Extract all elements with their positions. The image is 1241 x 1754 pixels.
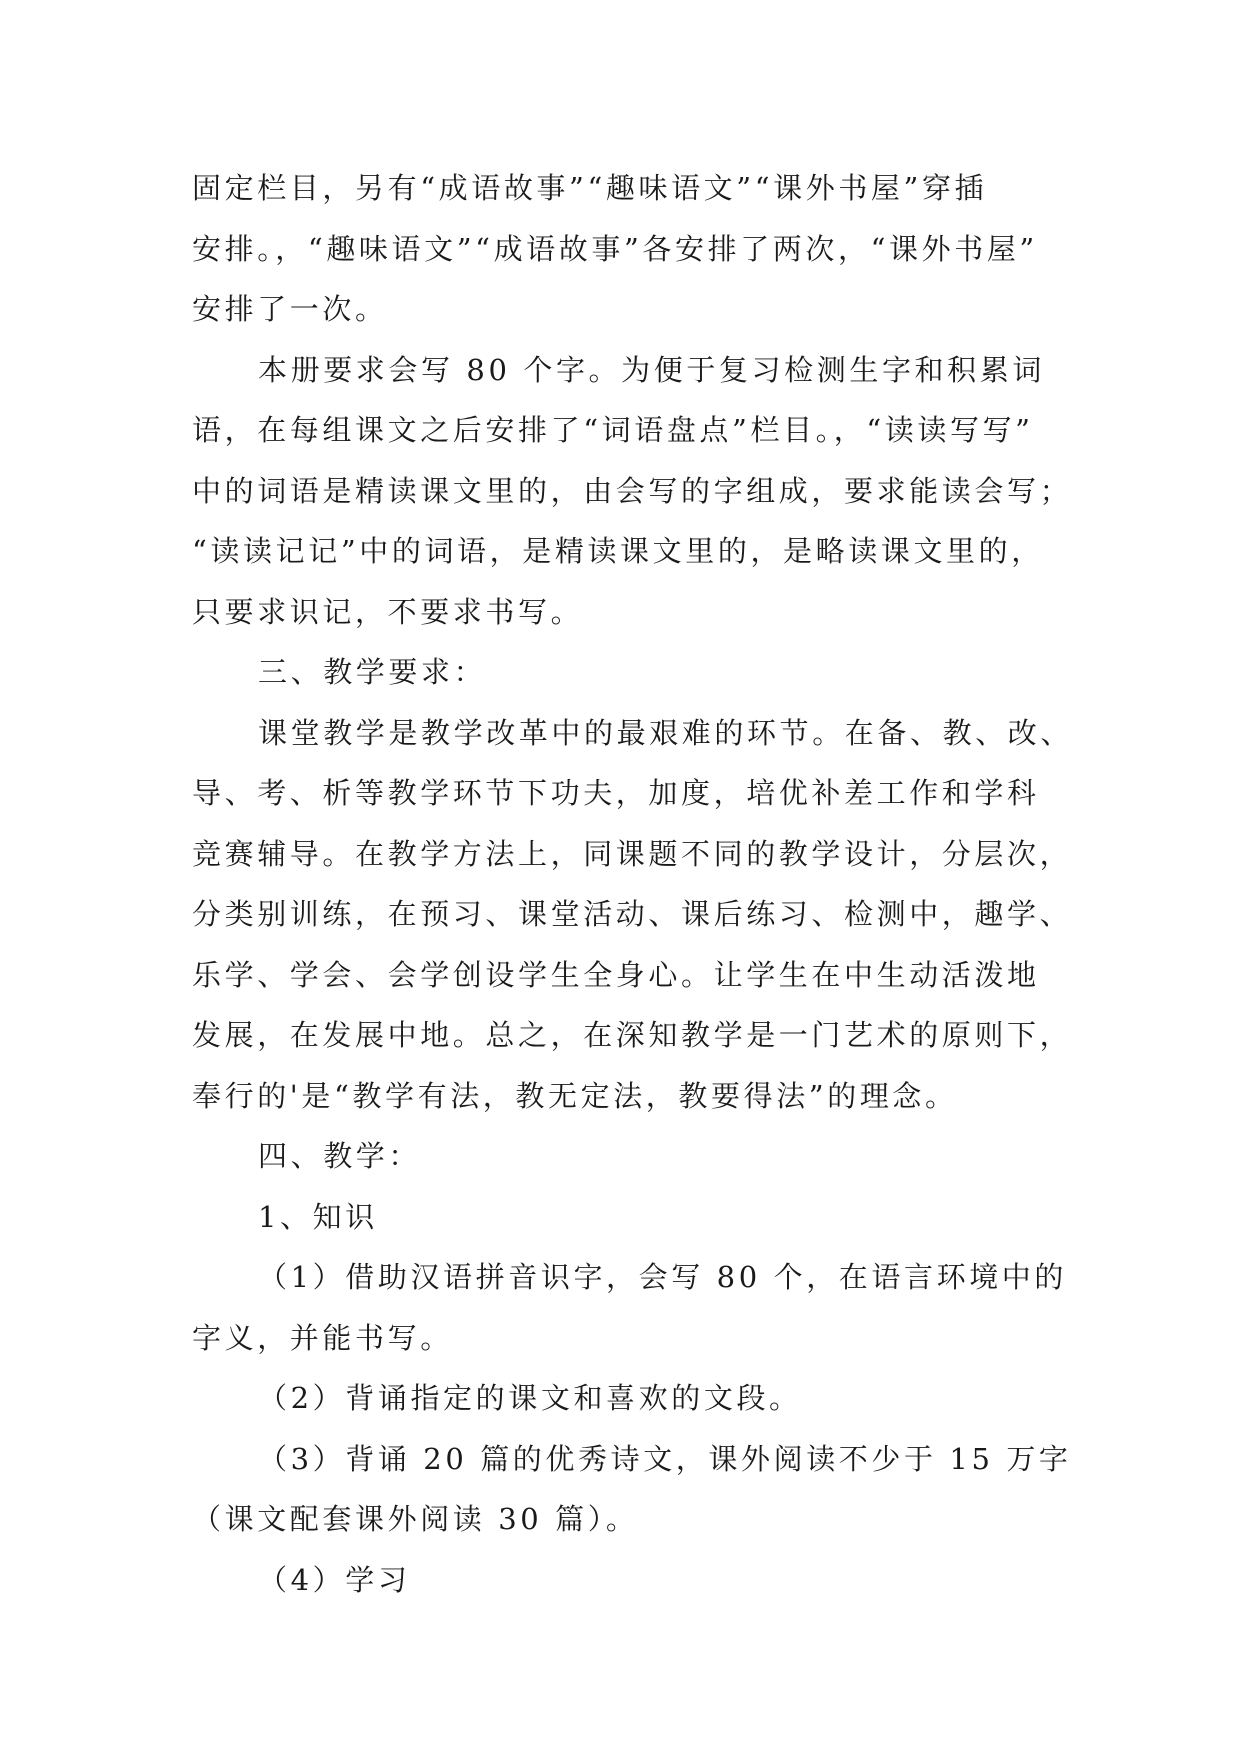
list-item: （2）背诵指定的课文和喜欢的文段。: [258, 1381, 802, 1415]
subsection-heading: 1、知识: [258, 1199, 378, 1234]
text-line: 乐学、学会、会学创设学生全身心。让学生在中生动活泼地: [192, 957, 1040, 992]
text-line: （课文配套课外阅读 30 篇）。: [192, 1502, 639, 1536]
text-line: 安排。，“趣味语文”“成语故事”各安排了两次，“课外书屋”: [192, 231, 1038, 266]
section-heading: 三、教学要求：: [258, 655, 487, 689]
list-item: （3）背诵 20 篇的优秀诗文，课外阅读不少于 15 万字: [258, 1441, 1072, 1476]
text-line: 安排了一次。: [192, 292, 388, 326]
list-item: （1）借助汉语拼音识字，会写 80 个，在语言环境中的: [258, 1260, 1067, 1294]
list-item: （4）学习: [258, 1562, 411, 1597]
text-line: 分类别训练，在预习、课堂活动、课后练习、检测中，趣学、: [192, 897, 1073, 931]
text-line: 字义，并能书写。: [192, 1320, 453, 1355]
text-line: 本册要求会写 80 个字。为便于复习检测生字和积累词: [258, 352, 1045, 387]
text-line: 奉行的'是“教学有法，教无定法，教要得法”的理念。: [192, 1078, 958, 1113]
text-line: 只要求识记，不要求书写。: [192, 594, 584, 629]
text-line: “读读记记”中的词语，是精读课文里的，是略读课文里的，: [192, 534, 1044, 568]
text-line: 中的词语是精读课文里的，由会写的字组成，要求能读会写；: [192, 473, 1073, 508]
text-line: 导、考、析等教学环节下功夫，加度，培优补差工作和学科: [192, 776, 1040, 810]
section-heading: 四、教学：: [258, 1139, 422, 1173]
text-line: 发展，在发展中地。总之，在深知教学是一门艺术的原则下，: [192, 1018, 1073, 1052]
text-line: 语，在每组课文之后安排了“词语盘点”栏目。，“读读写写”: [192, 413, 1034, 447]
document-body: [192, 158, 1072, 1610]
text-line: 课堂教学是教学改革中的最艰难的环节。在备、教、改、: [258, 715, 1074, 750]
text-line: 固定栏目，另有“成语故事”“趣味语文”“课外书屋”穿插: [192, 171, 988, 205]
text-line: 竞赛辅导。在教学方法上，同课题不同的教学设计，分层次，: [192, 836, 1073, 871]
